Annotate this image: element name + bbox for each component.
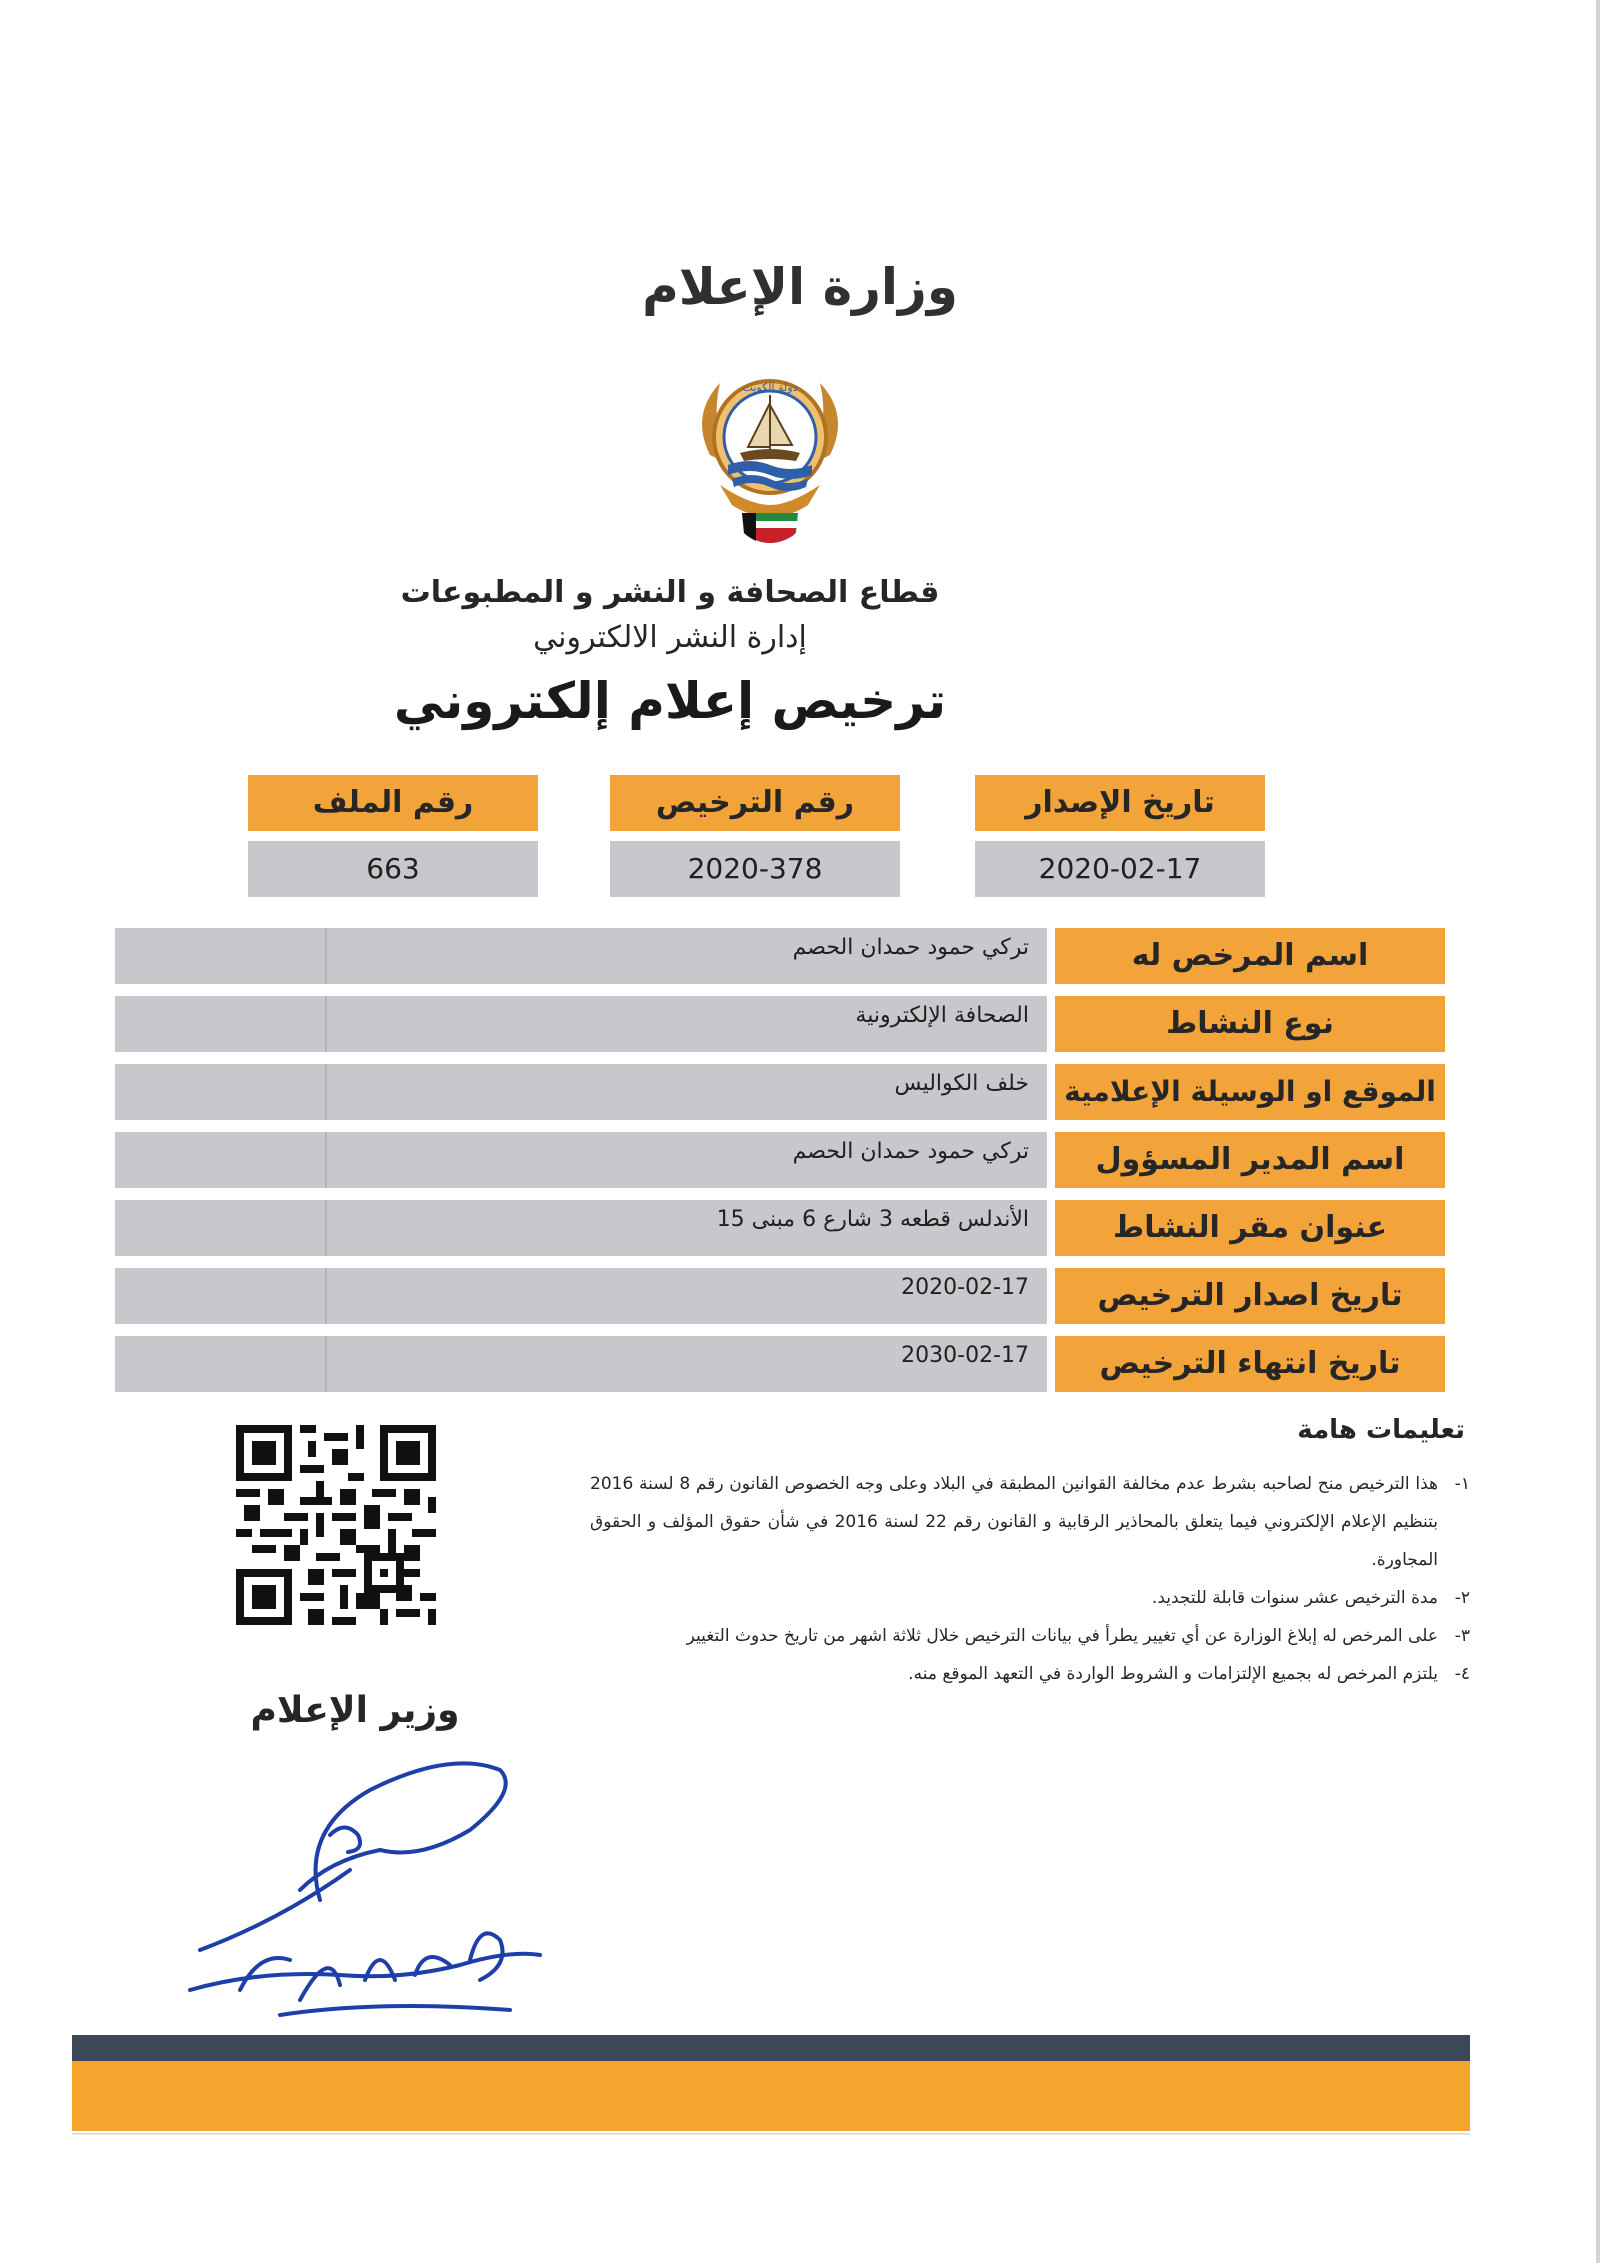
licensee-name-label: اسم المرخص له <box>1055 928 1445 984</box>
media-site-text: خلف الكواليس <box>894 1071 1029 1096</box>
minister-title: وزير الإعلام <box>250 1690 460 1731</box>
row-divider <box>325 996 327 1052</box>
media-site-value <box>115 1064 1047 1120</box>
note-text: على المرخص له إبلاغ الوزارة عن أي تغيير يطرأ في بيانات الترخيص خلال ثلاثة اشهر من تاريخ حدوث التغيير <box>686 1626 1438 1646</box>
license-number-box <box>610 775 900 897</box>
licensee-name-value <box>115 928 1047 984</box>
emblem-text: دولة الكويت <box>742 381 798 394</box>
ministry-title: وزارة الإعلام <box>642 258 958 316</box>
notes-list <box>590 1465 1470 1693</box>
license-issue-date-row <box>115 1268 1445 1324</box>
note-number: ٣- <box>1454 1626 1470 1646</box>
note-number: ٤- <box>1454 1664 1470 1684</box>
kuwait-state-emblem-icon <box>680 355 860 555</box>
license-expiry-date-value <box>115 1336 1047 1392</box>
note-number: ١- <box>1454 1474 1470 1494</box>
row-divider <box>325 1132 327 1188</box>
footer-band-orange <box>72 2061 1470 2131</box>
footer-band-line <box>72 2133 1470 2135</box>
note-text: مدة الترخيص عشر سنوات قابلة للتجديد. <box>1151 1588 1438 1608</box>
note-item <box>590 1579 1470 1617</box>
footer-band-navy <box>72 2035 1470 2061</box>
notes-title: تعليمات هامة <box>1297 1415 1465 1445</box>
row-divider <box>325 1336 327 1392</box>
note-item <box>590 1655 1470 1693</box>
activity-type-label: نوع النشاط <box>1055 996 1445 1052</box>
page-edge <box>1596 0 1600 2263</box>
activity-address-label: عنوان مقر النشاط <box>1055 1200 1445 1256</box>
row-divider <box>325 1064 327 1120</box>
activity-address-text: الأندلس قطعه 3 شارع 6 مبنى 15 <box>716 1207 1029 1232</box>
qr-code[interactable] <box>236 1425 436 1625</box>
license-issue-date-text: 2020-02-17 <box>901 1275 1029 1300</box>
licensee-name-text: تركي حمود حمدان الحصم <box>792 935 1029 960</box>
media-site-row <box>115 1064 1445 1120</box>
row-divider <box>325 928 327 984</box>
license-issue-date-value <box>115 1268 1047 1324</box>
note-item <box>590 1465 1470 1579</box>
license-expiry-date-label: تاريخ انتهاء الترخيص <box>1055 1336 1445 1392</box>
row-divider <box>325 1200 327 1256</box>
file-number-label: رقم الملف <box>248 775 538 831</box>
manager-name-value <box>115 1132 1047 1188</box>
license-number-value: 2020-378 <box>610 841 900 897</box>
licensee-name-row <box>115 928 1445 984</box>
note-text: يلتزم المرخص له بجميع الإلتزامات و الشروط الواردة في التعهد الموقع منه. <box>908 1664 1438 1684</box>
minister-signature <box>180 1740 640 2070</box>
activity-type-text: الصحافة الإلكترونية <box>855 1003 1029 1028</box>
activity-address-row <box>115 1200 1445 1256</box>
activity-address-value <box>115 1200 1047 1256</box>
manager-name-row <box>115 1132 1445 1188</box>
license-title: ترخيص إعلام إلكتروني <box>393 672 947 730</box>
file-number-box <box>248 775 538 897</box>
media-site-label: الموقع او الوسيلة الإعلامية <box>1055 1064 1445 1120</box>
issue-date-label: تاريخ الإصدار <box>975 775 1265 831</box>
issue-date-value: 2020-02-17 <box>975 841 1265 897</box>
license-issue-date-label: تاريخ اصدار الترخيص <box>1055 1268 1445 1324</box>
file-number-value: 663 <box>248 841 538 897</box>
license-expiry-date-row <box>115 1336 1445 1392</box>
sector-name: قطاع الصحافة و النشر و المطبوعات <box>400 575 940 610</box>
department-name: إدارة النشر الالكتروني <box>533 620 807 655</box>
note-text: هذا الترخيص منح لصاحبه بشرط عدم مخالفة القوانين المطبقة في البلاد وعلى وجه الخصوص القانون رقم 8 لسنة 2016 بتنظيم الإعلام الإلكتروني فيما يتعلق بالمحاذير الرقابية و القانون رقم 22 لسنة 2016 في شأن حقوق المؤلف و الحقوق المجاورة. <box>590 1474 1438 1570</box>
activity-type-value <box>115 996 1047 1052</box>
license-number-label: رقم الترخيص <box>610 775 900 831</box>
manager-name-label: اسم المدير المسؤول <box>1055 1132 1445 1188</box>
license-expiry-date-text: 2030-02-17 <box>901 1343 1029 1368</box>
note-number: ٢- <box>1454 1588 1470 1608</box>
row-divider <box>325 1268 327 1324</box>
manager-name-text: تركي حمود حمدان الحصم <box>792 1139 1029 1164</box>
issue-date-box <box>975 775 1265 897</box>
note-item <box>590 1617 1470 1655</box>
activity-type-row <box>115 996 1445 1052</box>
